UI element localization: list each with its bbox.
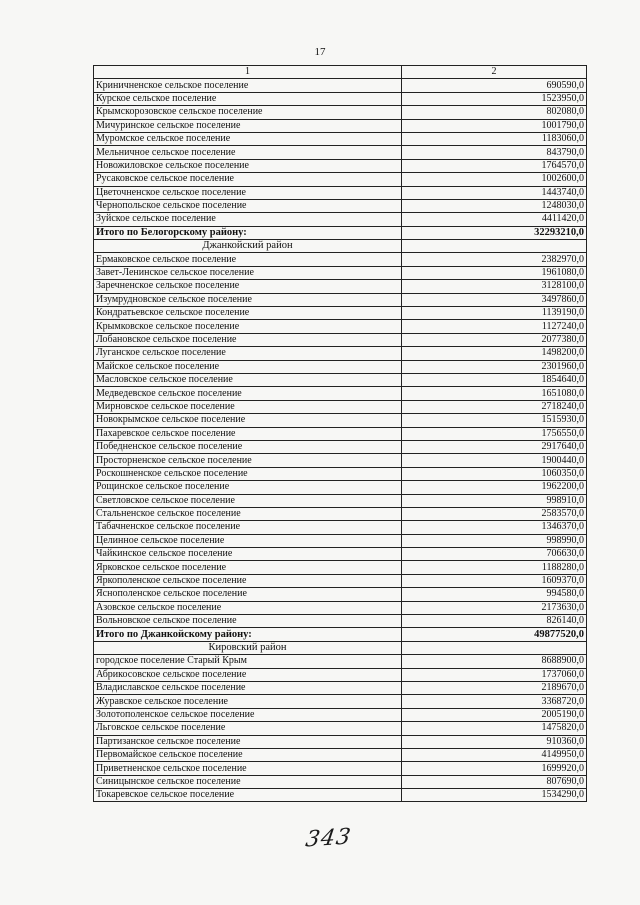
settlement-name: Изумрудновское сельское поселение [94,293,402,306]
settlement-name: Стальненское сельское поселение [94,507,402,520]
table-row [94,79,587,92]
settlement-amount: 4149950,0 [402,748,587,761]
table-row [94,748,587,761]
settlement-amount: 843790,0 [402,146,587,159]
table-row [94,293,587,306]
settlement-name: Криничненское сельское поселение [94,79,402,92]
table-row [94,775,587,788]
table-row [94,708,587,721]
settlement-amount: 1534290,0 [402,789,587,802]
settlement-name: Мичуринское сельское поселение [94,119,402,132]
settlement-amount: 3128100,0 [402,280,587,293]
settlement-amount: 807690,0 [402,775,587,788]
settlement-name: Ермаковское сельское поселение [94,253,402,266]
settlement-amount: 1002600,0 [402,173,587,186]
table-row [94,561,587,574]
settlement-amount: 2917640,0 [402,440,587,453]
district-heading: Кировский район [94,641,402,654]
table-row [94,307,587,320]
table-row [94,789,587,802]
column-number-2: 2 [402,66,587,79]
settlement-amount: 1248030,0 [402,199,587,212]
table-row [94,507,587,520]
settlement-amount: 2382970,0 [402,253,587,266]
table-row [94,534,587,547]
settlement-name: Масловское сельское поселение [94,373,402,386]
table-row [94,360,587,373]
district-total-amount: 49877520,0 [402,628,587,641]
settlement-amount: 1764570,0 [402,159,587,172]
settlement-name: Курское сельское поселение [94,92,402,105]
page-number: 17 [314,46,326,58]
district-total-amount: 32293210,0 [402,226,587,239]
table-row [94,574,587,587]
settlement-name: городское поселение Старый Крым [94,655,402,668]
table-row [94,320,587,333]
settlement-amount: 8688900,0 [402,655,587,668]
settlement-amount: 1609370,0 [402,574,587,587]
settlement-name: Приветненское сельское поселение [94,762,402,775]
settlement-name: Завет-Ленинское сельское поселение [94,266,402,279]
settlement-name: Азовское сельское поселение [94,601,402,614]
settlement-amount: 1523950,0 [402,92,587,105]
table-row [94,280,587,293]
settlement-amount: 2005190,0 [402,708,587,721]
settlement-amount: 706630,0 [402,548,587,561]
settlement-amount: 994580,0 [402,588,587,601]
settlement-amount: 1961080,0 [402,266,587,279]
table-row [94,92,587,105]
settlement-name: Новокрымское сельское поселение [94,414,402,427]
table-row [94,132,587,145]
settlement-name: Льговское сельское поселение [94,722,402,735]
settlement-amount: 1498200,0 [402,347,587,360]
settlement-name: Первомайское сельское поселение [94,748,402,761]
district-total-row [94,628,587,641]
settlement-amount: 1699920,0 [402,762,587,775]
settlement-amount: 1756550,0 [402,427,587,440]
table-row [94,333,587,346]
table-row [94,481,587,494]
settlement-name: Майское сельское поселение [94,360,402,373]
settlement-amount: 2301960,0 [402,360,587,373]
settlement-amount: 2583570,0 [402,507,587,520]
table-row [94,253,587,266]
table-row [94,414,587,427]
table-row [94,615,587,628]
settlement-name: Чернопольское сельское поселение [94,199,402,212]
allocation-table [93,65,587,802]
table-row [94,494,587,507]
table-row [94,762,587,775]
settlement-name: Мельничное сельское поселение [94,146,402,159]
table-row [94,655,587,668]
district-total-label: Итого по Белогорскому району: [94,226,402,239]
table-row [94,199,587,212]
handwritten-folio-number: 343 [303,824,354,853]
settlement-amount: 1737060,0 [402,668,587,681]
settlement-name: Журавское сельское поселение [94,695,402,708]
settlement-name: Синицынское сельское поселение [94,775,402,788]
empty-cell [402,240,587,253]
district-total-label: Итого по Джанкойскому району: [94,628,402,641]
table-row [94,521,587,534]
settlement-name: Цветочненское сельское поселение [94,186,402,199]
table-row [94,668,587,681]
table-row [94,601,587,614]
settlement-name: Заречненское сельское поселение [94,280,402,293]
settlement-name: Абрикосовское сельское поселение [94,668,402,681]
table-row [94,106,587,119]
settlement-name: Токаревское сельское поселение [94,789,402,802]
settlement-name: Целинное сельское поселение [94,534,402,547]
table-row [94,159,587,172]
settlement-amount: 1139190,0 [402,307,587,320]
settlement-name: Просторненское сельское поселение [94,454,402,467]
settlement-name: Вольновское сельское поселение [94,615,402,628]
settlement-amount: 1475820,0 [402,722,587,735]
settlement-amount: 3368720,0 [402,695,587,708]
settlement-amount: 802080,0 [402,106,587,119]
table-row [94,146,587,159]
settlement-amount: 910360,0 [402,735,587,748]
column-number-row [94,66,587,79]
district-heading-row [94,641,587,654]
settlement-name: Мирновское сельское поселение [94,400,402,413]
settlement-name: Новожиловское сельское поселение [94,159,402,172]
table-row [94,213,587,226]
settlement-amount: 1854640,0 [402,373,587,386]
settlement-name: Крымскорозовское сельское поселение [94,106,402,119]
table-row [94,454,587,467]
table-row [94,387,587,400]
settlement-amount: 690590,0 [402,79,587,92]
settlement-amount: 998990,0 [402,534,587,547]
settlement-amount: 1346370,0 [402,521,587,534]
settlement-amount: 4411420,0 [402,213,587,226]
settlement-name: Табачненское сельское поселение [94,521,402,534]
table-row [94,681,587,694]
allocation-table-body [94,66,587,802]
settlement-amount: 826140,0 [402,615,587,628]
settlement-name: Пахаревское сельское поселение [94,427,402,440]
table-row [94,548,587,561]
table-row [94,735,587,748]
settlement-amount: 1962200,0 [402,481,587,494]
settlement-amount: 1515930,0 [402,414,587,427]
settlement-amount: 2077380,0 [402,333,587,346]
settlement-name: Лобановское сельское поселение [94,333,402,346]
table-row [94,266,587,279]
district-heading: Джанкойский район [94,240,402,253]
settlement-name: Луганское сельское поселение [94,347,402,360]
settlement-name: Победненское сельское поселение [94,440,402,453]
table-row [94,588,587,601]
settlement-amount: 2718240,0 [402,400,587,413]
table-row [94,173,587,186]
settlement-name: Ярковское сельское поселение [94,561,402,574]
table-row [94,347,587,360]
settlement-amount: 1443740,0 [402,186,587,199]
table-row [94,373,587,386]
settlement-amount: 1127240,0 [402,320,587,333]
settlement-name: Золотополенское сельское поселение [94,708,402,721]
table-row [94,695,587,708]
settlement-amount: 1651080,0 [402,387,587,400]
settlement-name: Русаковское сельское поселение [94,173,402,186]
settlement-name: Муромское сельское поселение [94,132,402,145]
table-row [94,400,587,413]
table-row [94,119,587,132]
district-total-row [94,226,587,239]
table-row [94,722,587,735]
settlement-amount: 1188280,0 [402,561,587,574]
settlement-amount: 3497860,0 [402,293,587,306]
settlement-name: Рощинское сельское поселение [94,481,402,494]
settlement-name: Крымковское сельское поселение [94,320,402,333]
settlement-name: Роскошненское сельское поселение [94,467,402,480]
settlement-name: Яснополенское сельское поселение [94,588,402,601]
settlement-name: Яркополенское сельское поселение [94,574,402,587]
settlement-name: Зуйское сельское поселение [94,213,402,226]
column-number-1: 1 [94,66,402,79]
settlement-name: Чайкинское сельское поселение [94,548,402,561]
settlement-amount: 2173630,0 [402,601,587,614]
settlement-amount: 1060350,0 [402,467,587,480]
settlement-amount: 998910,0 [402,494,587,507]
settlement-name: Медведевское сельское поселение [94,387,402,400]
table-row [94,467,587,480]
settlement-name: Партизанское сельское поселение [94,735,402,748]
table-row [94,186,587,199]
empty-cell [402,641,587,654]
table-row [94,440,587,453]
settlement-name: Светловское сельское поселение [94,494,402,507]
settlement-amount: 1001790,0 [402,119,587,132]
settlement-name: Кондратьевское сельское поселение [94,307,402,320]
settlement-amount: 1183060,0 [402,132,587,145]
district-heading-row [94,240,587,253]
settlement-name: Владиславское сельское поселение [94,681,402,694]
table-row [94,427,587,440]
settlement-amount: 1900440,0 [402,454,587,467]
settlement-amount: 2189670,0 [402,681,587,694]
